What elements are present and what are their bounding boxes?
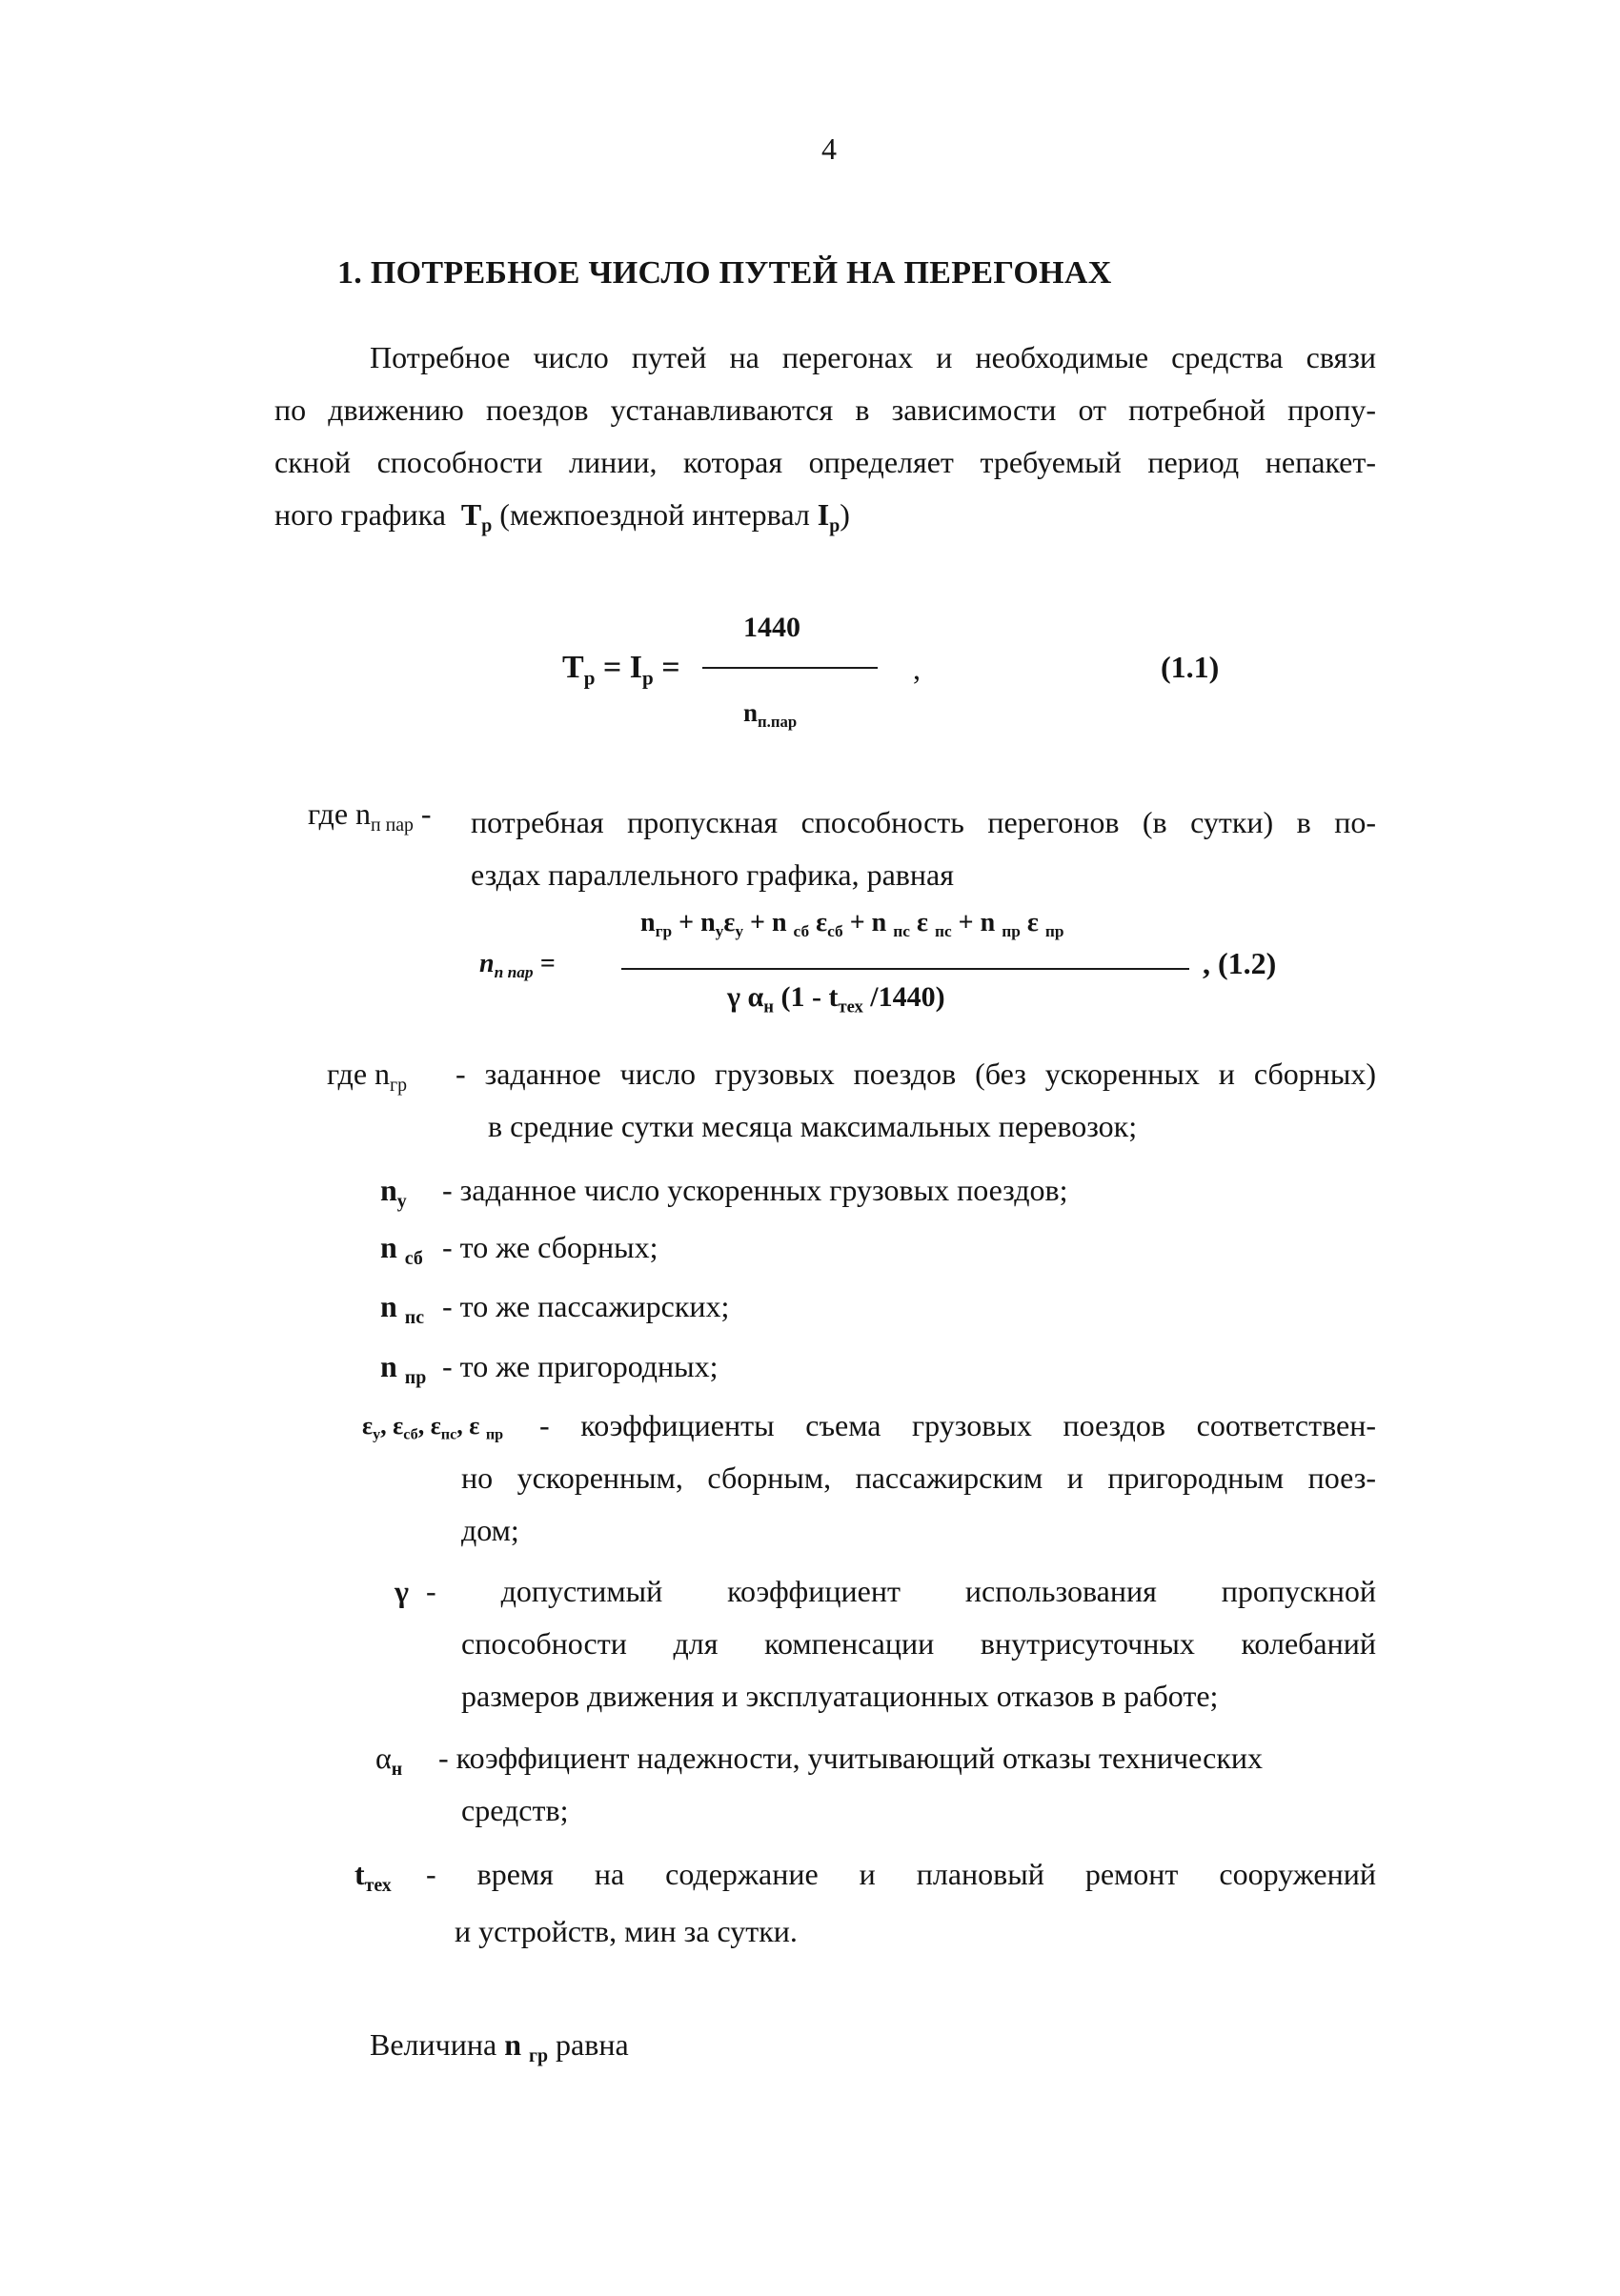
definition-gamma [395,1565,1376,1727]
intro-paragraph [274,332,1376,541]
formula-1-denominator: $n_{п.пар}$ [743,698,798,731]
definition-text: - время на содержание и плановый ремонт сооружений [426,1857,1376,1891]
intro-line-last: ного графика $T_p$ (межпоездной интервал $I_p$) [274,497,850,536]
formula-2-fraction-bar [621,968,1189,970]
definition-symbol: γ [395,1574,409,1608]
definition-symbol: $n_у$ [380,1173,407,1212]
definition-epsilon [362,1400,1376,1561]
definition-symbol: $t_{тех}$ [354,1857,392,1896]
where-1-line: ездах параллельного графика, равная [471,857,954,892]
definition-text-cont: средств; [461,1793,569,1827]
intro-line: скной способности линии, которая определяет требуемый период непакет- [274,445,1376,479]
intro-line: Потребное число путей на перегонах и необходимые средства связи [370,340,1376,374]
formula-1-numerator: 1440 [743,612,800,643]
definition-alpha [375,1732,1376,1842]
definition-text: - заданное число ускоренных грузовых поездов; [442,1173,1068,1207]
intro-line: по движению поездов устанавливаются в зависимости от потребной пропу- [274,393,1376,427]
formula-1-comma: , [913,652,921,686]
definition-symbol: n $_{пс}$ [380,1289,425,1328]
definition-text: - коэффициент надежности, учитывающий отказы технических [438,1741,1263,1775]
where-1-line: потребная пропускная способность перегонов (в сутки) в по- [471,805,1376,839]
formula-1-lhs: $T_p = I_p$ = [562,650,680,690]
definition-text-cont: и устройств, мин за сутки. [455,1914,798,1948]
definition-t-tex [354,1848,1376,1958]
page-number: 4 [821,131,837,166]
definition-n-u [380,1164,1376,1217]
definition-text: - то же сборных; [442,1230,658,1264]
definition-symbol: n $_{пр}$ [380,1349,427,1388]
closing-line: Величина n $_{гр}$ равна [370,2027,629,2066]
formula-2-denominator: γ $\alpha_н$ ($1 - t_{тех}$ /1440) [727,981,945,1017]
definition-symbol: n $_{сб}$ [380,1230,423,1269]
section-heading: 1. ПОТРЕБНОЕ ЧИСЛО ПУТЕЙ НА ПЕРЕГОНАХ [337,255,1112,291]
definition-text: - допустимый коэффициент использования пропускной [426,1574,1376,1608]
definition-n-ps [380,1280,1376,1333]
definition-n-sb [380,1221,1376,1274]
formula-2-lhs: $n_{п пар}$ = [479,949,556,982]
definition-symbol: $\alpha_н$ [375,1741,403,1780]
where-1-symbol: где $n_{п пар}$ - [308,796,432,836]
definition-n-gr [327,1048,1376,1153]
definition-n-pr [380,1340,1376,1393]
definition-text-cont: но ускоренным, сборным, пассажирским и пригородным поез- дом; [461,1460,1376,1547]
formula-2-label: , (1.2) [1203,946,1277,980]
definition-symbol: $\varepsilon_у$, $\varepsilon_{сб}$, $\varepsilon_{пс}$, ε $_{пр}$ [362,1412,504,1443]
definition-text: - то же пассажирских; [442,1289,730,1323]
definition-text: - заданное число грузовых поездов (без ускоренных и сборных) в средние сутки месяца максимальных перевозок; [456,1057,1376,1143]
definition-text: - коэффициенты съема грузовых поездов соответствен- [539,1408,1376,1442]
definition-text-cont: способности для компенсации внутрисуточных колебаний размеров движения и эксплуатационных отказов в работе; [461,1626,1376,1713]
formula-2-numerator: $n_{гр} + n_у\varepsilon_у + n$ $_{сб}$ $\varepsilon_{сб} + n$ $_{пс}$ ε $_{пс}$ + n $_{пр}$ ε $_{пр}$ [640,908,1064,941]
formula-1-fraction-bar [702,667,878,669]
formula-1-label: (1.1) [1161,650,1220,684]
definition-symbol: где $n_{гр}$ [327,1057,408,1096]
where-1-text [471,796,1376,901]
definition-text: - то же пригородных; [442,1349,719,1383]
